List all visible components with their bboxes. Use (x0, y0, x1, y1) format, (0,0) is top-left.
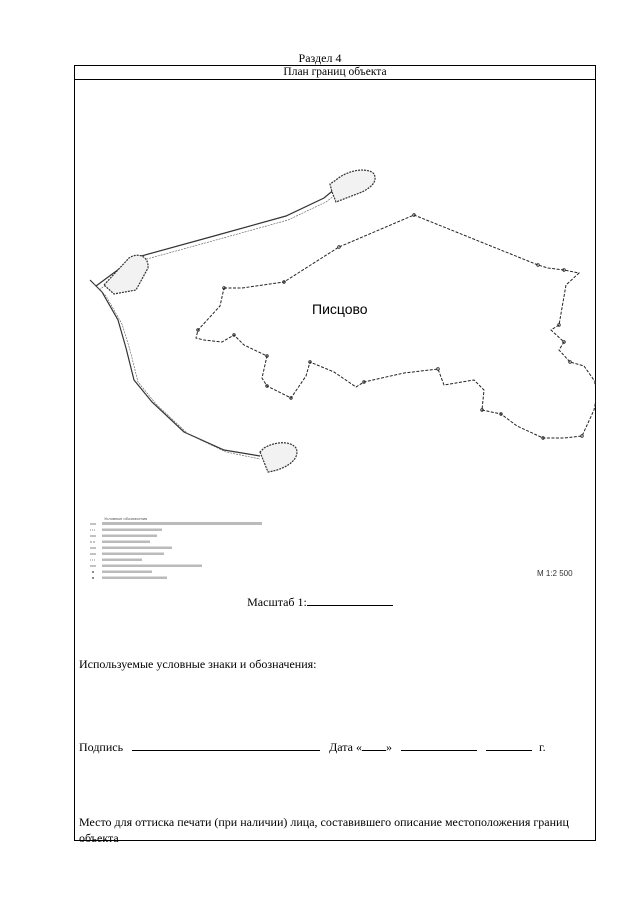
date-month-field[interactable] (401, 738, 477, 751)
settlement-label: Писцово (312, 301, 368, 317)
stamp-place-text: Место для оттиска печати (при наличии) лица, составившего описание местоположения границ объекта (79, 815, 569, 845)
signature-line (79, 738, 546, 755)
legend-label: Используемые условные знаки и обозначения: (79, 657, 317, 671)
section-title: Раздел 4 (298, 51, 342, 65)
vertex-point (581, 435, 584, 438)
upper-pond (330, 170, 375, 202)
frame-title: План границ объекта (74, 65, 596, 80)
map-legend-heading: Условные обозначения (104, 516, 148, 521)
boundary-vertices (197, 214, 596, 440)
settlement-boundary-polyline (196, 215, 596, 438)
vertex-point (569, 361, 572, 364)
date-day-field[interactable] (362, 738, 386, 751)
map-scale-note: М 1:2 500 (537, 569, 573, 578)
vertex-point (338, 246, 341, 249)
map-legend (90, 516, 262, 579)
date-close-quote: » (386, 740, 392, 754)
date-year-field[interactable] (486, 738, 532, 751)
signature-label: Подпись (79, 740, 124, 754)
scale-label: Масштаб 1: (247, 595, 307, 609)
signature-field[interactable] (132, 738, 320, 751)
year-suffix: г. (539, 740, 546, 754)
boundary-map (74, 80, 596, 580)
river-left-bank (94, 284, 260, 459)
lower-pond (260, 443, 297, 472)
vertex-point (437, 368, 440, 371)
scale-line (0, 593, 640, 610)
river-left (90, 280, 260, 456)
scale-value-field[interactable] (307, 593, 393, 606)
vertex-point (537, 264, 540, 267)
date-label: Дата « (329, 740, 362, 754)
